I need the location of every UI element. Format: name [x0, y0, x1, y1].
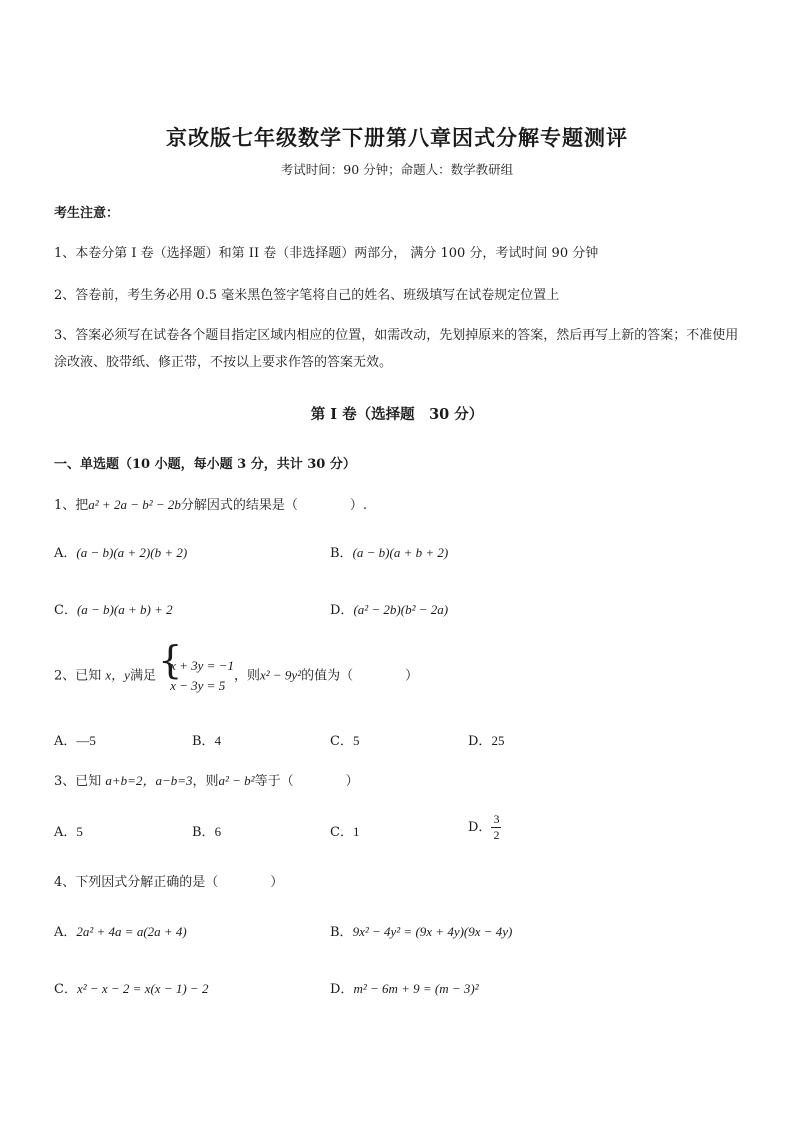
- note-item: 3、答案必须写在试卷各个题目指定区域内相应的位置，如需改动，先划掉原来的答案，然后再写上新的答案；不准使用涂改液、胶带纸、修正带，不按以上要求作答的答案无效。: [54, 328, 739, 370]
- option-value: 25: [491, 733, 505, 748]
- part-title: 一、单选题（10 小题，每小题 3 分，共计 30 分）: [54, 457, 356, 472]
- question-stem: 4、下列因式分解正确的是（ ）: [54, 875, 284, 890]
- question-stem-mid: 满足: [129, 668, 156, 684]
- question-stem-suffix: 等于（ ）: [254, 774, 359, 789]
- option-math: (a − b)(a + 2)(b + 2): [76, 545, 188, 560]
- equation-1: x + 3y = −1: [170, 658, 234, 673]
- question-2-option-b: [192, 730, 221, 749]
- fraction-denominator: 2: [493, 828, 500, 842]
- question-3-option-c: [330, 821, 359, 840]
- option-label: A．: [54, 825, 77, 840]
- question-stem-then: ，则: [233, 668, 260, 684]
- option-value: 4: [214, 733, 222, 748]
- section-title: 第 I 卷（选择题 30 分）: [310, 406, 484, 423]
- option-math: (a² − 2b)(b² − 2a): [353, 602, 449, 617]
- option-math: x² − x − 2 = x(x − 1) − 2: [76, 981, 209, 996]
- option-label: D．: [468, 820, 492, 835]
- question-stem-prefix: 2、已知: [54, 668, 106, 684]
- condition: a+b=2，a−b=3: [105, 773, 193, 788]
- exam-info: 考试时间：90 分钟；命题人：数学教研组: [280, 162, 514, 177]
- option-value: 1: [352, 824, 360, 839]
- question-stem-then: ，则: [192, 774, 219, 789]
- option-label: D．: [330, 603, 354, 618]
- question-stem-prefix: 3、已知: [54, 774, 106, 789]
- question-4-option-c: [54, 978, 208, 997]
- question-1-stem: [54, 494, 367, 513]
- question-stem-suffix: 的值为（ ）: [301, 668, 419, 684]
- math-expression: a² − b²: [218, 773, 255, 788]
- question-3-stem: [54, 770, 359, 789]
- math-expression: a² + 2a − b² − 2b: [88, 497, 181, 512]
- question-3-option-d: [468, 812, 501, 843]
- option-label: C．: [54, 982, 77, 997]
- question-1-option-c: [54, 599, 173, 618]
- note-item: 1、本卷分第 I 卷（选择题）和第 II 卷（非选择题）两部分， 满分 100 分，考试时间 90 分钟: [54, 246, 599, 261]
- option-label: C．: [330, 734, 353, 749]
- option-value: —5: [76, 733, 96, 748]
- option-label: B．: [192, 734, 215, 749]
- fraction: [491, 812, 501, 843]
- option-label: A．: [54, 546, 77, 561]
- question-1-option-a: [54, 542, 187, 561]
- option-label: A．: [54, 734, 77, 749]
- question-4-stem: [54, 871, 283, 890]
- note-item: 2、答卷前，考生务必用 0.5 毫米黑色签字笔将自己的姓名、班级填写在试卷规定位置上: [54, 288, 560, 303]
- option-label: A．: [54, 925, 77, 940]
- equation-system: [158, 638, 234, 696]
- question-4-option-d: [330, 978, 479, 997]
- question-2-option-d: [468, 730, 504, 749]
- option-math: (a − b)(a + b + 2): [352, 545, 449, 560]
- option-label: B．: [192, 825, 215, 840]
- question-3-option-b: [192, 821, 221, 840]
- option-math: 2a² + 4a = a(2a + 4): [76, 924, 187, 939]
- question-4-option-a: [54, 921, 187, 940]
- question-4-option-b: [330, 921, 512, 940]
- option-value: 5: [352, 733, 360, 748]
- question-stem-prefix: 1、把: [54, 498, 89, 513]
- option-math: m² − 6m + 9 = (m − 3)²: [353, 981, 479, 996]
- question-1-option-b: [330, 542, 448, 561]
- option-label: D．: [330, 982, 354, 997]
- question-1-option-d: [330, 599, 448, 618]
- equation-2: x − 3y = 5: [170, 678, 226, 693]
- option-math: (a − b)(a + b) + 2: [76, 602, 173, 617]
- math-expression: x² − 9y²: [259, 667, 302, 683]
- question-3-option-a: [54, 821, 83, 840]
- option-value: 5: [76, 824, 83, 839]
- option-math: 9x² − 4y² = (9x + 4y)(9x − 4y): [352, 924, 513, 939]
- option-value: 6: [214, 824, 222, 839]
- option-label: C．: [54, 603, 77, 618]
- option-label: B．: [330, 925, 353, 940]
- option-label: D．: [468, 734, 492, 749]
- page-title: 京改版七年级数学下册第八章因式分解专题测评: [166, 125, 628, 150]
- question-2-option-c: [330, 730, 359, 749]
- question-2-stem: [54, 638, 419, 696]
- left-brace-icon: {: [158, 638, 183, 682]
- option-label: C．: [330, 825, 353, 840]
- question-stem-suffix: 分解因式的结果是（ ）.: [180, 498, 368, 513]
- notes-heading: 考生注意：: [54, 206, 120, 221]
- fraction-numerator: 3: [493, 812, 500, 826]
- question-2-option-a: [54, 730, 96, 749]
- variables: x，y: [105, 667, 130, 683]
- option-label: B．: [330, 546, 353, 561]
